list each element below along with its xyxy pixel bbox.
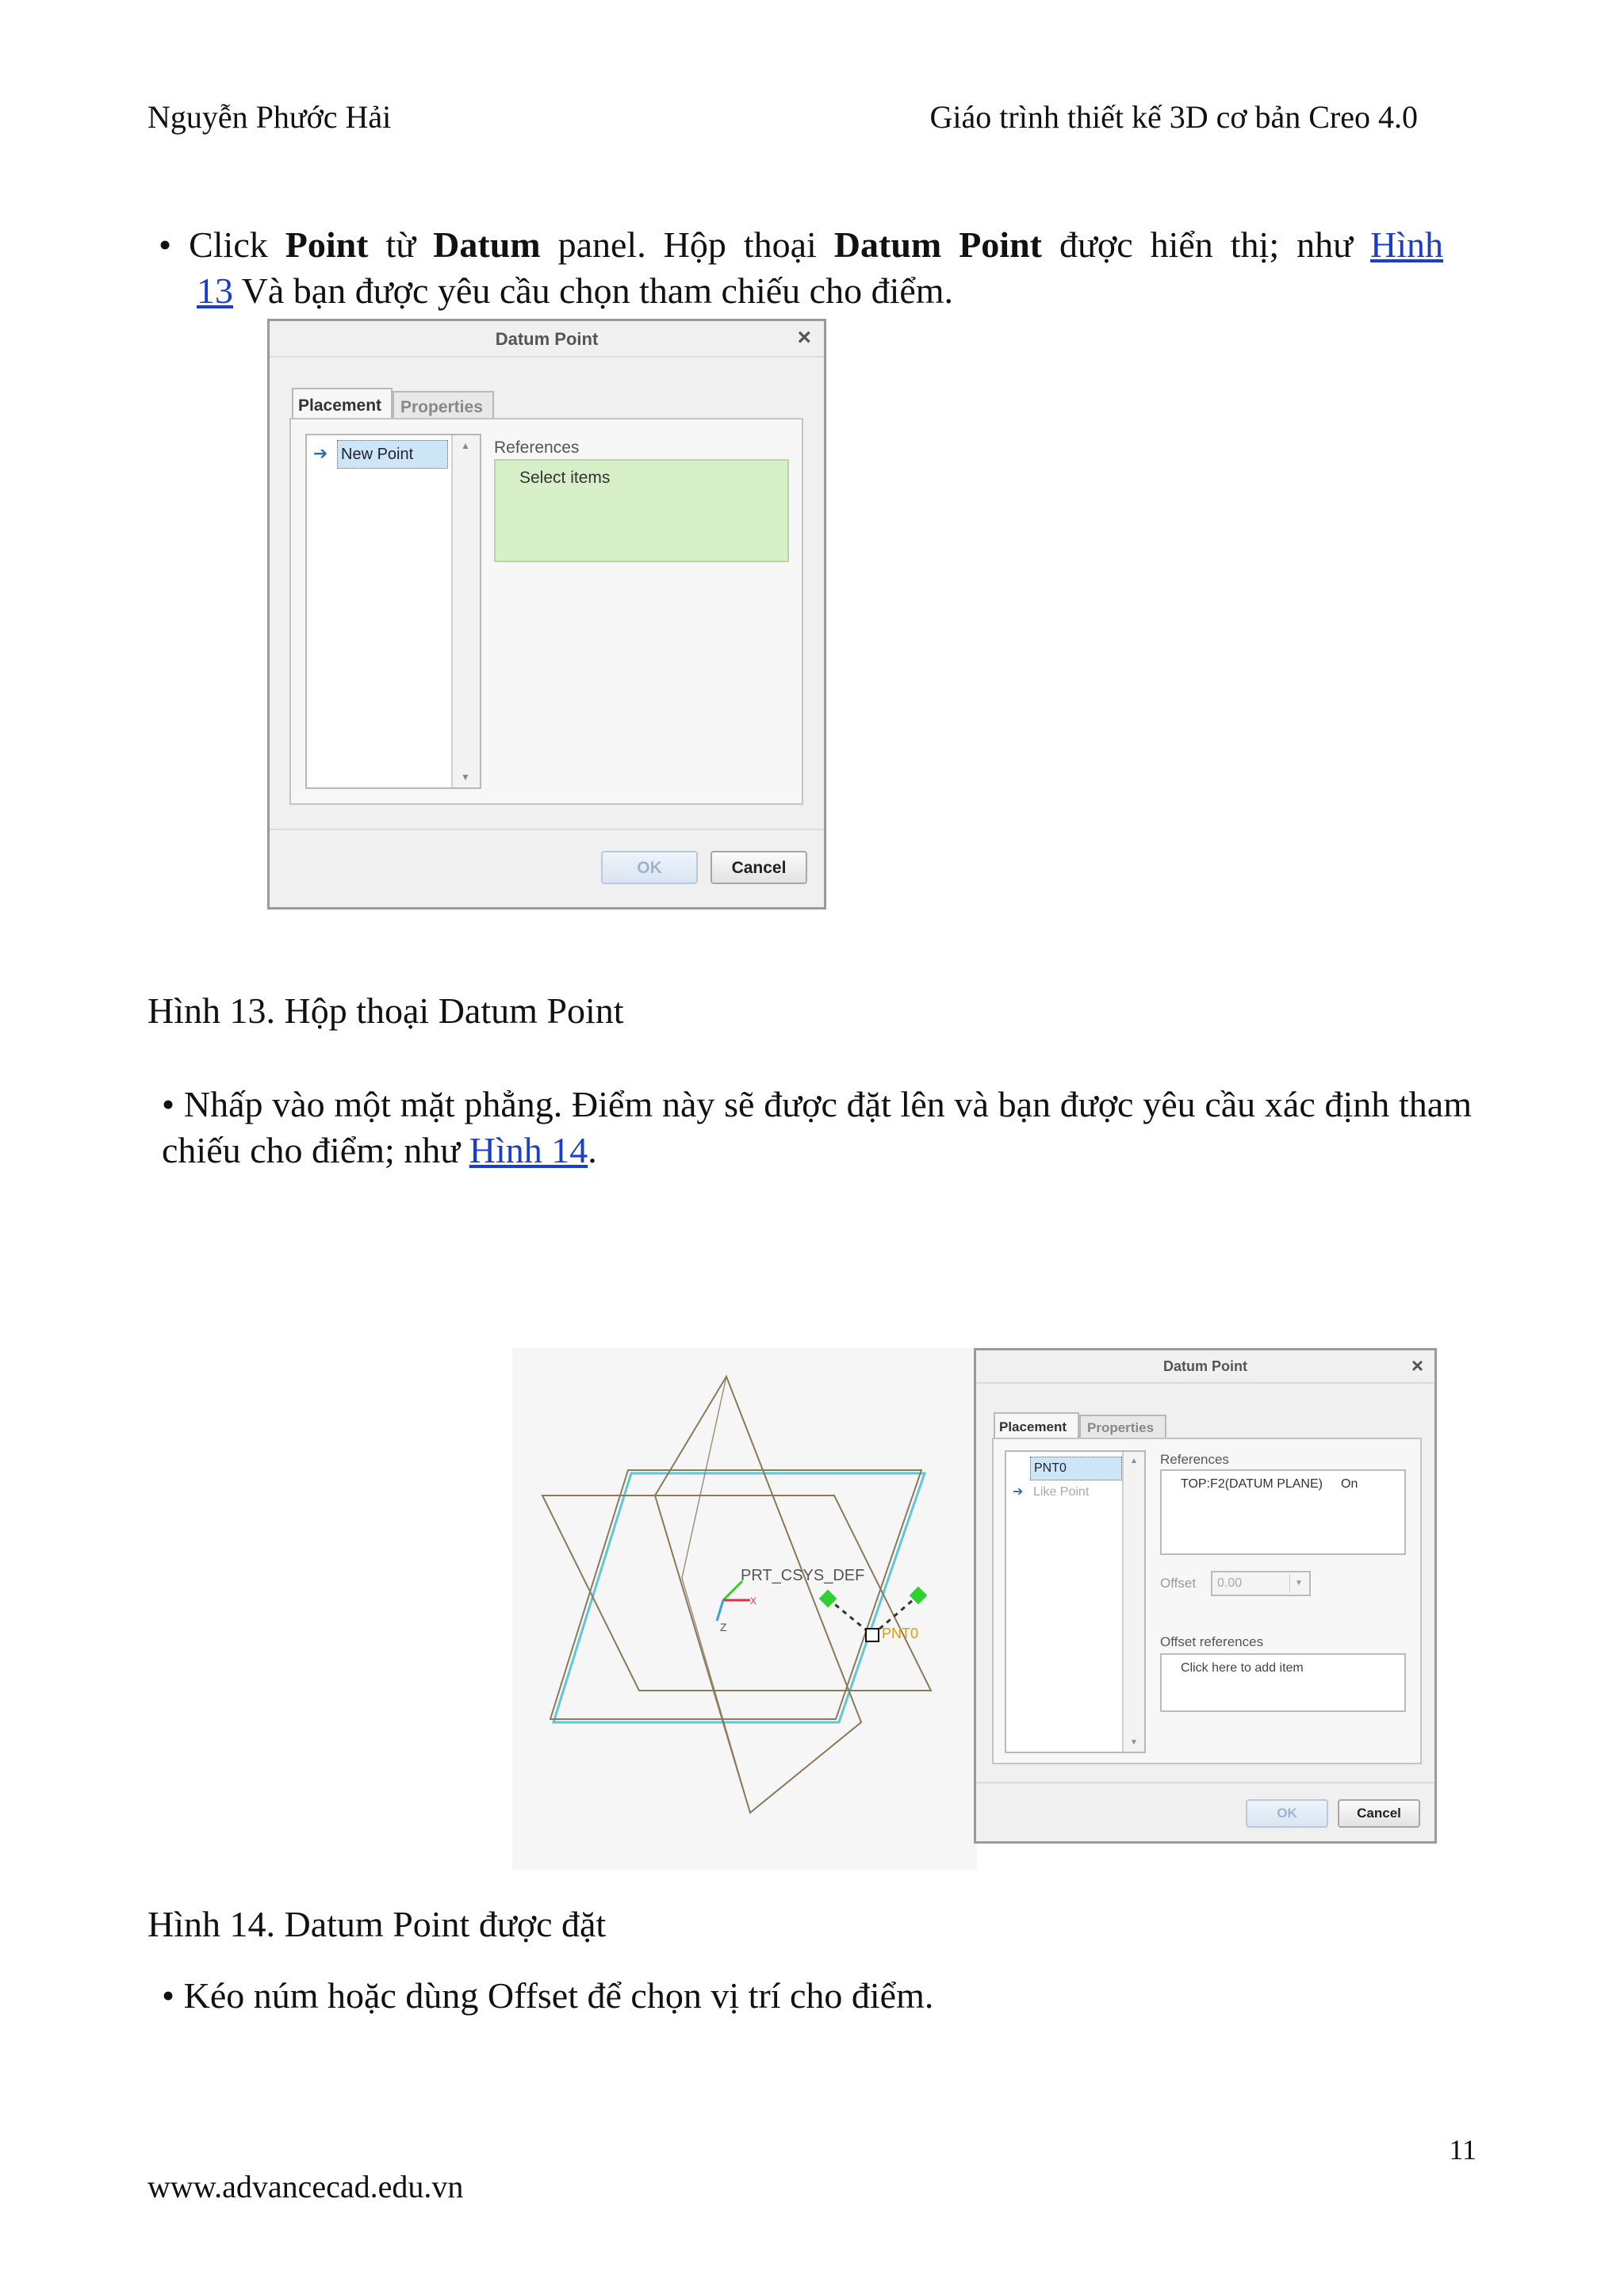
scroll-down-icon[interactable]: ▼: [1130, 1738, 1138, 1747]
model-viewport[interactable]: [512, 1348, 977, 1870]
list-scrollbar[interactable]: [451, 435, 480, 787]
cancel-button[interactable]: Cancel: [1338, 1799, 1420, 1828]
header-book-title: Giáo trình thiết kế 3D cơ bản Creo 4.0: [929, 99, 1418, 135]
offset-references-label: Offset references: [1160, 1634, 1264, 1649]
caption-figure-13: Hình 13. Hộp thoại Datum Point: [147, 990, 624, 1031]
point-label: PNT0: [882, 1626, 919, 1641]
tab-placement[interactable]: Placement: [292, 388, 393, 419]
reference-type[interactable]: On: [1341, 1477, 1358, 1491]
scroll-down-icon[interactable]: ▼: [461, 772, 470, 783]
chevron-down-icon[interactable]: ▼: [1289, 1574, 1308, 1593]
tab-properties[interactable]: Properties: [1079, 1415, 1166, 1439]
list-item-pnt0[interactable]: PNT0: [1030, 1457, 1122, 1480]
offset-field[interactable]: 0.00 ▼: [1211, 1571, 1311, 1596]
arrow-right-icon: ➔: [1013, 1485, 1024, 1499]
placement-panel: [992, 1438, 1422, 1764]
reference-item[interactable]: TOP:F2(DATUM PLANE): [1181, 1477, 1323, 1491]
references-label: References: [1160, 1452, 1229, 1467]
tab-properties[interactable]: Properties: [393, 391, 494, 419]
list-item-like-point[interactable]: Like Point: [1033, 1485, 1090, 1499]
caption-figure-14: Hình 14. Datum Point được đặt: [147, 1904, 607, 1944]
dialog-title: Datum Point: [1163, 1358, 1247, 1374]
paragraph-click-point: • Click Point từ Datum panel. Hộp thoại Datum Point được hiển thị; như Hình 13 Và bạn được yêu cầu chọn tham chiếu cho điểm.: [159, 224, 1443, 311]
page-number: 11: [1449, 2134, 1477, 2166]
axis-x-label: X: [750, 1595, 757, 1607]
scroll-up-icon[interactable]: ▲: [1130, 1457, 1138, 1465]
point-list[interactable]: [1005, 1450, 1146, 1753]
placement-panel: [289, 418, 803, 805]
link-hinh-14[interactable]: Hình 14: [469, 1130, 588, 1170]
tab-placement[interactable]: Placement: [994, 1412, 1079, 1439]
link-hinh-13[interactable]: Hình: [1370, 224, 1443, 265]
dialog-title: Datum Point: [495, 329, 599, 349]
scroll-up-icon[interactable]: ▲: [461, 440, 470, 451]
datum-planes-graphic: [512, 1348, 977, 1870]
close-icon[interactable]: ×: [1411, 1354, 1423, 1377]
ok-button[interactable]: OK: [1246, 1799, 1328, 1828]
bold-datum-point: Datum Point: [833, 224, 1042, 265]
references-collector[interactable]: [1160, 1469, 1406, 1555]
footer-website[interactable]: www.advancecad.edu.vn: [147, 2169, 464, 2204]
bold-point: Point: [285, 224, 369, 265]
axis-z-label: Z: [720, 1621, 727, 1633]
list-item-new-point[interactable]: New Point: [337, 440, 448, 469]
datum-point-icon: [866, 1629, 879, 1641]
references-label: References: [494, 439, 580, 457]
csys-label: PRT_CSYS_DEF: [741, 1567, 865, 1584]
drag-handle-icon: [819, 1590, 837, 1608]
bullet: •: [159, 224, 172, 265]
paragraph-click-plane: • Nhấp vào một mặt phẳng. Điểm này sẽ được đặt lên và bạn được yêu cầu xác định tham chiếu cho điểm; như Hình 14.: [162, 1084, 1472, 1170]
bold-datum: Datum: [433, 224, 541, 265]
link-13[interactable]: 13: [197, 270, 233, 311]
cancel-button[interactable]: Cancel: [710, 851, 807, 884]
offset-label: Offset: [1160, 1576, 1197, 1591]
datum-point-dialog-2: [974, 1348, 1437, 1844]
close-icon[interactable]: ×: [797, 324, 811, 350]
list-scrollbar[interactable]: [1122, 1452, 1144, 1752]
paragraph-drag-handle: • Kéo núm hoặc dùng Offset để chọn vị trí cho điểm.: [162, 1975, 934, 2016]
datum-point-dialog-1: [267, 319, 826, 910]
arrow-right-icon: ➔: [313, 443, 328, 463]
ok-button[interactable]: OK: [601, 851, 698, 884]
point-list[interactable]: [305, 434, 481, 789]
offset-references-collector[interactable]: Click here to add item: [1160, 1653, 1406, 1712]
references-collector[interactable]: Select items: [494, 459, 789, 562]
header-author: Nguyễn Phước Hải: [147, 99, 392, 135]
